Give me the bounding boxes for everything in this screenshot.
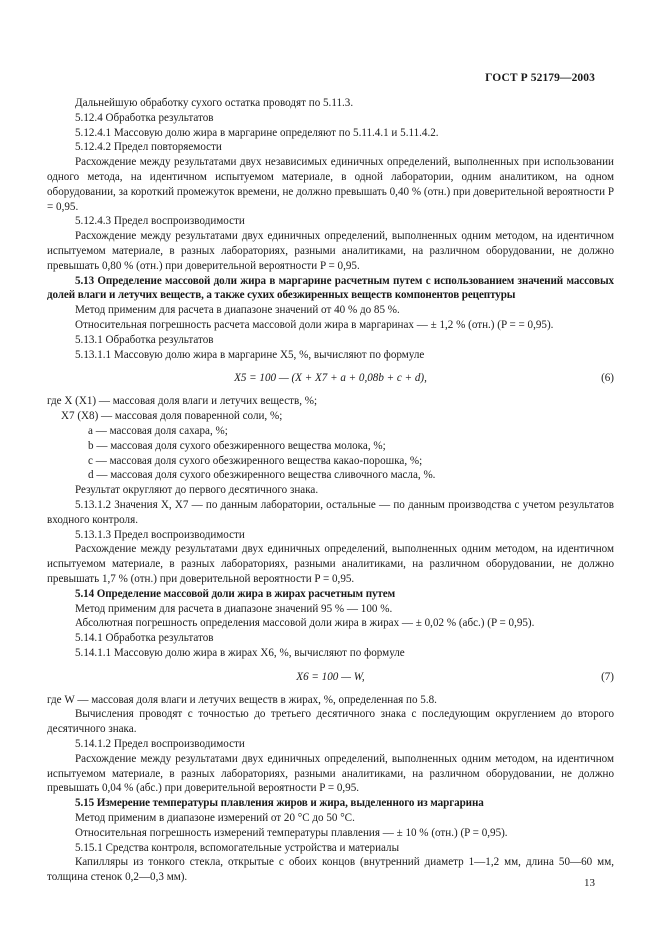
paragraph: Метод применим для расчета в диапазоне значений от 40 % до 85 %. xyxy=(75,304,400,317)
standard-header: ГОСТ Р 52179—2003 xyxy=(485,72,595,84)
section-heading: 5.12.4.3 Предел воспроизводимости xyxy=(75,215,245,228)
section-heading-bold: 5.13 Определение массовой доли жира в маргарине расчетным путем с использованием значений массовых долей влаги и летучих веществ, а также сухих обезжиренных веществ компонентов рецептуры xyxy=(47,274,614,302)
paragraph: Относительная погрешность расчета массовой доли жира в маргаринах — ± 1,2 % (отн.) (P = = 0,95). xyxy=(75,318,554,331)
section-heading-bold: 5.15 Измерение температуры плавления жиров и жира, выделенного из маргарина xyxy=(75,797,484,810)
section-heading: 5.14.1 Обработка результатов xyxy=(75,632,214,645)
formula-6 xyxy=(47,364,614,392)
paragraph: Метод применим для расчета в диапазоне значений 95 % — 100 %. xyxy=(75,602,393,615)
definition: c — массовая доля сухого обезжиренного вещества какао-порошка, %; xyxy=(88,454,423,467)
section-heading-bold: 5.14 Определение массовой доли жира в жирах расчетным путем xyxy=(75,587,396,600)
formula-number: (6) xyxy=(601,372,614,385)
paragraph: Капилляры из тонкого стекла, открытые с обоих концов (внутренний диаметр 1—1,2 мм, длина 50—60 мм, толщина стенок 0,2—0,3 мм). xyxy=(47,856,614,884)
formula-expression: X5 = 100 — (X + X7 + a + 0,08b + c + d), xyxy=(234,372,427,385)
paragraph: Относительная погрешность измерений температуры плавления — ± 10 % (отн.) (P = 0,95). xyxy=(75,826,508,839)
formula-7 xyxy=(47,663,614,691)
paragraph: 5.13.1.2 Значения X, X7 — по данным лаборатории, остальные — по данным производства с учетом результатов входного контроля. xyxy=(47,498,614,526)
paragraph: 5.12.4.1 Массовую долю жира в маргарине определяют по 5.11.4.1 и 5.11.4.2. xyxy=(75,126,439,139)
paragraph: Результат округляют до первого десятичного знака. xyxy=(75,484,319,497)
paragraph: Абсолютная погрешность определения массовой доли жира в жирах — ± 0,02 % (абс.) (P = 0,95). xyxy=(75,617,535,630)
page-number: 13 xyxy=(584,877,595,889)
section-heading: 5.13.1 Обработка результатов xyxy=(75,333,214,346)
definition: a — массовая доля сахара, %; xyxy=(88,424,228,437)
paragraph: Расхождение между результатами двух единичных определений, выполненных одним методом, на идентичном испытуемом материале, в разных лабораториях, разными аналитиками, на различном оборудовании, не должно превышать 0,04 % (абс.) при доверительной вероятности P = 0,95. xyxy=(47,752,614,795)
formula-number: (7) xyxy=(601,670,614,683)
formula-expression: X6 = 100 — W, xyxy=(296,670,365,683)
definition: где W — массовая доля влаги и летучих веществ в жирах, %, определенная по 5.8. xyxy=(47,693,437,706)
paragraph: 5.13.1.1 Массовую долю жира в маргарине X5, %, вычисляют по формуле xyxy=(75,348,425,361)
section-heading: 5.15.1 Средства контроля, вспомогательные устройства и материалы xyxy=(75,841,400,854)
section-heading: 5.14.1.2 Предел воспроизводимости xyxy=(75,738,245,751)
section-heading: 5.13.1.3 Предел воспроизводимости xyxy=(75,528,245,541)
section-heading: 5.12.4.2 Предел повторяемости xyxy=(75,141,222,154)
paragraph: Расхождение между результатами двух единичных определений, выполненных одним методом, на идентичном испытуемом материале, в разных лабораториях, разными аналитиками, на различном оборудовании, не должно превышать 0,80 % (отн.) при доверительной вероятности P = 0,95. xyxy=(47,230,614,272)
paragraph: Расхождение между результатами двух независимых единичных определений, выполненных при использовании одного метода, на идентичном испытуемом материале, в одной лаборатории, одним аналитиком, на одном оборудовании, за короткий промежуток времени, не должно превышать 0,40 % (отн.) при доверительной вероятности P = 0,95. xyxy=(47,156,614,213)
paragraph: 5.14.1.1 Массовую долю жира в жирах X6, %, вычисляют по формуле xyxy=(75,646,405,659)
document-body xyxy=(47,96,614,885)
definition: b — массовая доля сухого обезжиренного вещества молока, %; xyxy=(88,439,386,452)
section-heading: 5.12.4 Обработка результатов xyxy=(75,111,214,124)
paragraph: Дальнейшую обработку сухого остатка проводят по 5.11.3. xyxy=(75,97,354,109)
paragraph: Расхождение между результатами двух единичных определений, выполненных одним методом, на идентичном испытуемом материале, в разных лабораториях, разными аналитиками, на различном оборудовании, не должно превышать 1,7 % (отн.) при доверительной вероятности P = 0,95. xyxy=(47,543,614,585)
definition: X7 (X8) — массовая доля поваренной соли, %; xyxy=(61,410,283,423)
paragraph: Вычисления проводят с точностью до третьего десятичного знака с последующим округлением до второго десятичного знака. xyxy=(47,708,614,736)
definition: d — массовая доля сухого обезжиренного вещества сливочного масла, %. xyxy=(88,469,436,482)
definition: где X (X1) — массовая доля влаги и летучих веществ, %; xyxy=(47,395,318,408)
paragraph: Метод применим в диапазоне измерений от 20 °С до 50 °С. xyxy=(75,812,355,825)
